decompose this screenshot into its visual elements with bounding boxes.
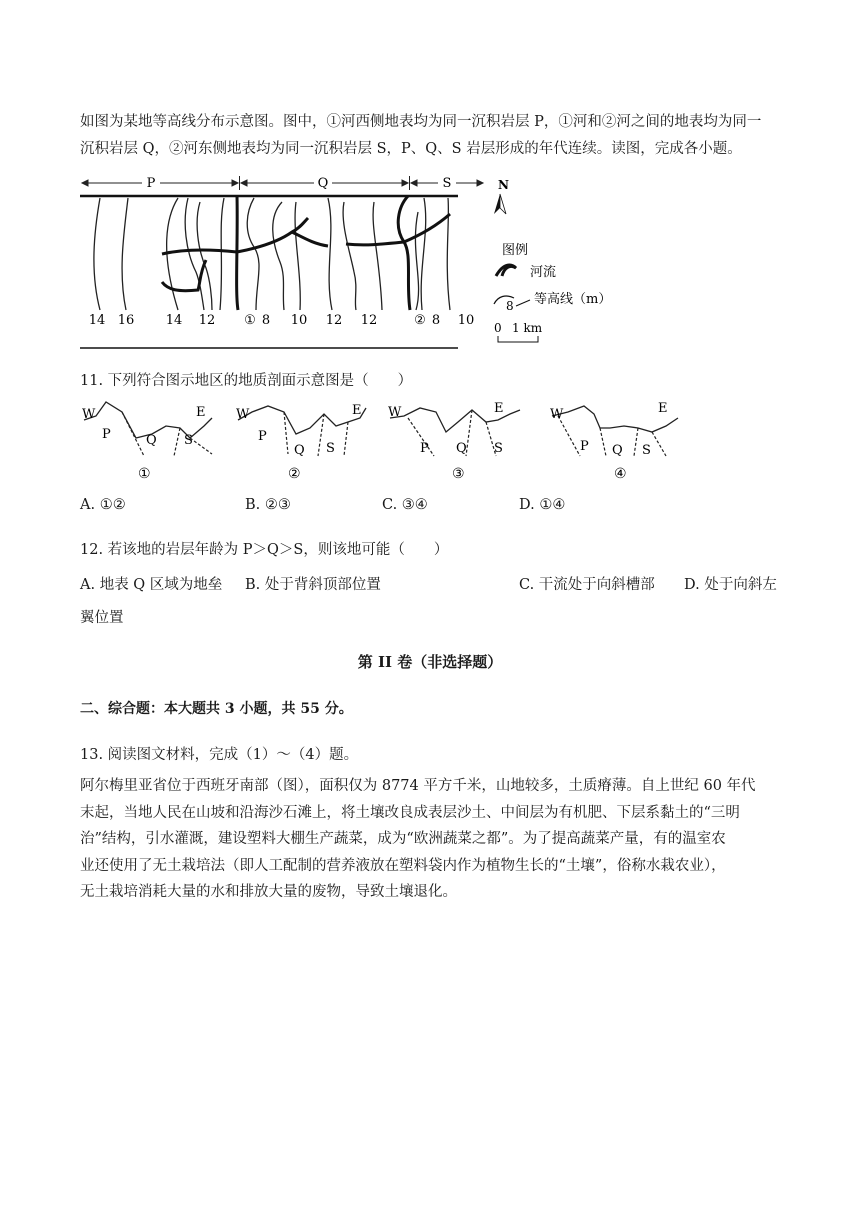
profile-number: ②: [288, 466, 301, 482]
contour-label: 10: [457, 313, 475, 328]
svg-text:S: S: [326, 441, 335, 456]
svg-text:Q: Q: [146, 433, 157, 448]
svg-text:S: S: [494, 441, 503, 456]
intro-line-2: 沉积岩层 Q，②河东侧地表均为同一沉积岩层 S，P、Q、S 岩层形成的年代连续。读图，完成各小题。: [80, 140, 742, 157]
profile-number: ④: [614, 466, 627, 482]
svg-text:Q: Q: [294, 443, 305, 458]
profile-diagram-1: [78, 398, 218, 488]
svg-text:P: P: [258, 429, 267, 444]
svg-text:W: W: [82, 407, 96, 422]
q12-option-d[interactable]: D. 处于向斜左: [684, 577, 777, 593]
svg-text:W: W: [388, 405, 402, 420]
q12-option-a[interactable]: A. 地表 Q 区域为地垒: [80, 577, 223, 593]
q13-line: 末起，当地人民在山坡和沿海沙石滩上，将土壤改良成表层沙土、中间层为有机肥、下层系黏土的“三明: [80, 804, 740, 821]
contour-label-group: [89, 313, 475, 328]
q13-stem: 13. 阅读图文材料，完成（1）～（4）题。: [80, 747, 359, 763]
svg-text:E: E: [352, 403, 362, 418]
part-2-title: 第 II 卷（非选择题）: [357, 653, 503, 671]
svg-text:P: P: [580, 439, 589, 454]
profile-diagram-4: [548, 398, 688, 488]
q11-stem: 11. 下列符合图示地区的地质剖面示意图是（ ）: [80, 373, 413, 389]
legend-river-icon: [496, 265, 516, 276]
svg-text:W: W: [550, 407, 564, 422]
intro-line-1: 如图为某地等高线分布示意图。图中，①河西侧地表均为同一沉积岩层 P，①河和②河之间的地表均为同一: [80, 114, 762, 130]
legend-title: 图例: [502, 243, 529, 258]
q12-option-b[interactable]: B. 处于背斜顶部位置: [245, 577, 381, 593]
q13-line: 治”结构，引水灌溉，建设塑料大棚生产蔬菜，成为“欧洲蔬菜之都”。为了提高蔬菜产量，有的温室农: [80, 831, 726, 847]
intro-paragraph: [80, 109, 790, 162]
profile-diagram-2: [234, 398, 374, 488]
contour-label: 8: [261, 313, 271, 328]
svg-text:P: P: [420, 441, 429, 456]
q12-stem: 12. 若该地的岩层年龄为 P＞Q＞S，则该地可能（ ）: [80, 542, 449, 558]
contour-label: 12: [325, 313, 343, 328]
north-arrow-icon: [494, 178, 509, 214]
svg-text:Q: Q: [612, 443, 623, 458]
q11-option-c[interactable]: C. ③④: [382, 497, 428, 513]
contour-label: 14: [88, 313, 106, 328]
svg-text:S: S: [642, 443, 651, 458]
svg-text:Q: Q: [456, 441, 467, 456]
legend-contour-label: 等高线（m）: [534, 292, 612, 307]
contour-label: 8: [431, 313, 441, 328]
svg-text:1 km: 1 km: [512, 321, 543, 335]
segment-label-s: S: [442, 176, 452, 191]
svg-text:S: S: [184, 433, 193, 448]
svg-text:E: E: [196, 405, 206, 420]
q11-option-d[interactable]: D. ①④: [519, 497, 566, 513]
q11-option-b[interactable]: B. ②③: [245, 497, 291, 513]
q13-line: 无土栽培消耗大量的水和排放大量的废物，导致土壤退化。: [80, 884, 457, 900]
legend-river-label: 河流: [530, 265, 557, 280]
contour-label: 10: [290, 313, 308, 328]
svg-text:N: N: [498, 178, 509, 192]
segment-label-q: Q: [317, 176, 329, 191]
contour-lines: [94, 198, 450, 310]
q12-option-d-continued: 翼位置: [80, 610, 124, 626]
q13-material: [80, 773, 790, 906]
contour-map-figure: [78, 172, 612, 352]
q12-option-c[interactable]: C. 干流处于向斜槽部: [519, 577, 655, 593]
segment-label-p: P: [146, 176, 156, 191]
svg-text:E: E: [658, 401, 668, 416]
legend-contour-value: 8: [506, 299, 514, 313]
profile-number: ③: [452, 466, 465, 482]
river-lines: [162, 196, 450, 310]
q13-line: 阿尔梅里亚省位于西班牙南部（图），面积仅为 8774 平方千米，山地较多，土质瘠薄。自上世纪 60 年代: [80, 778, 756, 794]
river-1-label: ①: [244, 313, 256, 328]
contour-label: 14: [165, 313, 183, 328]
q11-option-a[interactable]: A. ①②: [80, 497, 126, 513]
svg-text:W: W: [236, 407, 250, 422]
profile-number: ①: [138, 466, 151, 482]
svg-text:0: 0: [494, 321, 502, 335]
contour-label: 12: [360, 313, 378, 328]
contour-label: 16: [117, 313, 135, 328]
scale-bar: [494, 321, 543, 342]
section-heading: 二、综合题：本大题共 3 小题，共 55 分。: [80, 701, 353, 717]
profile-diagram-3: [386, 398, 526, 488]
river-2-label: ②: [414, 313, 426, 328]
svg-text:E: E: [494, 401, 504, 416]
contour-label: 12: [198, 313, 216, 328]
q13-line: 业还使用了无土栽培法（即人工配制的营养液放在塑料袋内作为植物生长的“土壤”，俗称水栽农业），: [80, 857, 726, 874]
svg-text:P: P: [102, 427, 111, 442]
